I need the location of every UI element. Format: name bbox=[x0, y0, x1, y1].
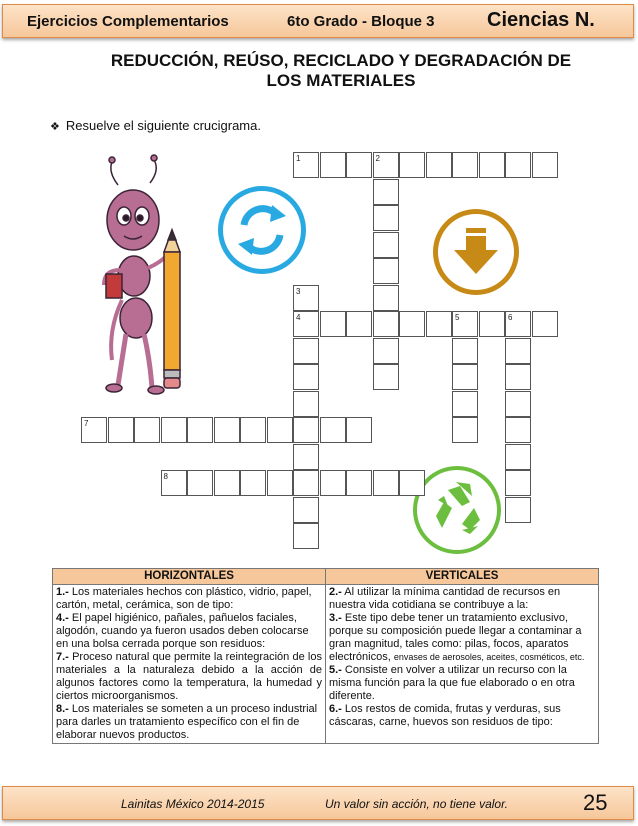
crossword-cell[interactable] bbox=[267, 417, 293, 443]
header-subject: Ejercicios Complementarios bbox=[27, 13, 229, 30]
crossword-cell[interactable] bbox=[373, 285, 399, 311]
crossword-cell[interactable] bbox=[399, 470, 425, 496]
crossword-cell[interactable] bbox=[187, 470, 213, 496]
title-line-1: REDUCCIÓN, REÚSO, RECICLADO Y DEGRADACIÓN DE bbox=[110, 51, 572, 70]
crossword-cell[interactable] bbox=[399, 311, 425, 337]
crossword-cell[interactable] bbox=[373, 232, 399, 258]
clue-h1: 1.- Los materiales hechos con plástico, vidrio, papel, cartón, metal, cerámica, son de tipo: bbox=[56, 586, 312, 611]
crossword-cell[interactable] bbox=[373, 179, 399, 205]
header-course: Ciencias N. bbox=[487, 9, 595, 31]
crossword-cell[interactable] bbox=[320, 417, 346, 443]
crossword-cell[interactable] bbox=[346, 417, 372, 443]
clue-number: 1 bbox=[296, 154, 301, 163]
crossword-cell[interactable] bbox=[108, 417, 134, 443]
footer-credit: Lainitas México 2014-2015 bbox=[121, 797, 265, 811]
crossword-cell[interactable] bbox=[505, 152, 531, 178]
crossword-cell[interactable] bbox=[426, 152, 452, 178]
page-footer bbox=[2, 786, 634, 820]
horizontal-clues bbox=[53, 585, 326, 744]
reduce-down-arrow-icon bbox=[433, 209, 519, 295]
page-number: 25 bbox=[583, 790, 608, 815]
crossword-cell[interactable] bbox=[505, 417, 531, 443]
crossword-cell[interactable] bbox=[505, 470, 531, 496]
reuse-arrows-icon bbox=[218, 186, 306, 274]
crossword-cell[interactable] bbox=[373, 311, 399, 337]
crossword-cell[interactable] bbox=[293, 523, 319, 549]
recycle-icon bbox=[413, 466, 501, 554]
crossword-cell[interactable] bbox=[293, 470, 319, 496]
crossword-cell[interactable] bbox=[320, 152, 346, 178]
diamond-bullet-icon: ❖ bbox=[50, 121, 60, 133]
crossword-cell[interactable] bbox=[532, 152, 558, 178]
crossword-cell[interactable] bbox=[532, 311, 558, 337]
clue-v5: 5.- Consiste en volver a utilizar un recurso con la misma función para la que fue elaborado o en otra diferente. bbox=[329, 664, 575, 702]
clue-h4: 4.- El papel higiénico, pañales, pañuelos faciales, algodón, cuando ya fueron usados deben colocarse en una bolsa cerrada porque son residuos: bbox=[56, 612, 309, 650]
crossword-cell[interactable] bbox=[452, 152, 478, 178]
crossword-cell[interactable] bbox=[452, 364, 478, 390]
header-grade: 6to Grado - Bloque 3 bbox=[287, 13, 435, 30]
crossword-cell[interactable] bbox=[134, 417, 160, 443]
clue-number: 2 bbox=[375, 154, 380, 163]
crossword-cell[interactable] bbox=[505, 444, 531, 470]
clue-number: 8 bbox=[163, 472, 168, 481]
crossword-cell[interactable] bbox=[293, 364, 319, 390]
crossword-cell[interactable] bbox=[293, 285, 319, 311]
crossword-cell[interactable] bbox=[161, 417, 187, 443]
clue-v3: 3.- Este tipo debe tener un tratamiento exclusivo, porque su composición puede llegar a contaminar a gran magnitud, tales como: pilas, focos, aparatos electrónicos, envases de aerosoles, aceites, cosméticos, etc. bbox=[329, 612, 585, 663]
crossword-cell[interactable] bbox=[214, 470, 240, 496]
crossword-cell[interactable] bbox=[505, 391, 531, 417]
clue-number: 5 bbox=[455, 313, 460, 322]
crossword-cell[interactable] bbox=[373, 152, 399, 178]
crossword-cell[interactable] bbox=[81, 417, 107, 443]
clue-number: 6 bbox=[508, 313, 513, 322]
clue-number: 4 bbox=[296, 313, 301, 322]
crossword-cell[interactable] bbox=[373, 364, 399, 390]
clues-table bbox=[52, 568, 599, 744]
crossword-cell[interactable] bbox=[293, 497, 319, 523]
crossword-cell[interactable] bbox=[479, 311, 505, 337]
clue-v2: 2.- Al utilizar la mínima cantidad de recursos en nuestra vida cotidiana se contribuye a la: bbox=[329, 586, 561, 611]
title-line-2: LOS MATERIALES bbox=[266, 71, 416, 90]
crossword-cell[interactable] bbox=[320, 311, 346, 337]
crossword-cell[interactable] bbox=[373, 470, 399, 496]
vertical-header: VERTICALES bbox=[326, 569, 599, 585]
crossword-cell[interactable] bbox=[373, 205, 399, 231]
ant-with-pencil-illustration bbox=[104, 155, 180, 394]
crossword-cell[interactable] bbox=[399, 152, 425, 178]
crossword-cell[interactable] bbox=[267, 470, 293, 496]
crossword-cell[interactable] bbox=[240, 417, 266, 443]
crossword-cell[interactable] bbox=[452, 311, 478, 337]
crossword-cell[interactable] bbox=[426, 311, 452, 337]
crossword-cell[interactable] bbox=[479, 152, 505, 178]
crossword-cell[interactable] bbox=[293, 152, 319, 178]
crossword-cell[interactable] bbox=[505, 497, 531, 523]
crossword-cell[interactable] bbox=[240, 470, 266, 496]
instruction-text: Resuelve el siguiente crucigrama. bbox=[65, 118, 261, 133]
clue-h8: 8.- Los materiales se someten a un proceso industrial para darles un tratamiento específico con el fin de elaborar nuevos productos. bbox=[56, 703, 318, 741]
crossword-cell[interactable] bbox=[346, 152, 372, 178]
clue-number: 7 bbox=[84, 419, 89, 428]
crossword-cell[interactable] bbox=[214, 417, 240, 443]
crossword-cell[interactable] bbox=[373, 338, 399, 364]
horizontal-header: HORIZONTALES bbox=[53, 569, 326, 585]
crossword-cell[interactable] bbox=[373, 258, 399, 284]
crossword-cell[interactable] bbox=[293, 444, 319, 470]
crossword-cell[interactable] bbox=[187, 417, 213, 443]
crossword-cell[interactable] bbox=[293, 338, 319, 364]
clue-number: 3 bbox=[296, 286, 301, 296]
vertical-clues bbox=[326, 585, 599, 744]
crossword-cell[interactable] bbox=[505, 364, 531, 390]
crossword-cell[interactable] bbox=[452, 417, 478, 443]
crossword-cell[interactable] bbox=[293, 417, 319, 443]
crossword-cell[interactable] bbox=[452, 391, 478, 417]
clue-v6: 6.- Los restos de comida, frutas y verduras, sus cáscaras, carne, huevos son residuos de tipo: bbox=[329, 703, 561, 728]
crossword-cell[interactable] bbox=[505, 338, 531, 364]
crossword-cell[interactable] bbox=[346, 311, 372, 337]
crossword-cell[interactable] bbox=[293, 311, 319, 337]
crossword-cell[interactable] bbox=[293, 391, 319, 417]
crossword-cell[interactable] bbox=[161, 470, 187, 496]
crossword-cell[interactable] bbox=[320, 470, 346, 496]
footer-motto: Un valor sin acción, no tiene valor. bbox=[325, 797, 508, 811]
crossword-cell[interactable] bbox=[346, 470, 372, 496]
crossword-cell[interactable] bbox=[505, 311, 531, 337]
clue-h7: 7.- Proceso natural que permite la reintegración de los materiales a la naturaleza debido a la acción de algunos factores como la temperatura, la humedad y ciertos microorganismos. bbox=[56, 651, 322, 702]
crossword-cell[interactable] bbox=[452, 338, 478, 364]
